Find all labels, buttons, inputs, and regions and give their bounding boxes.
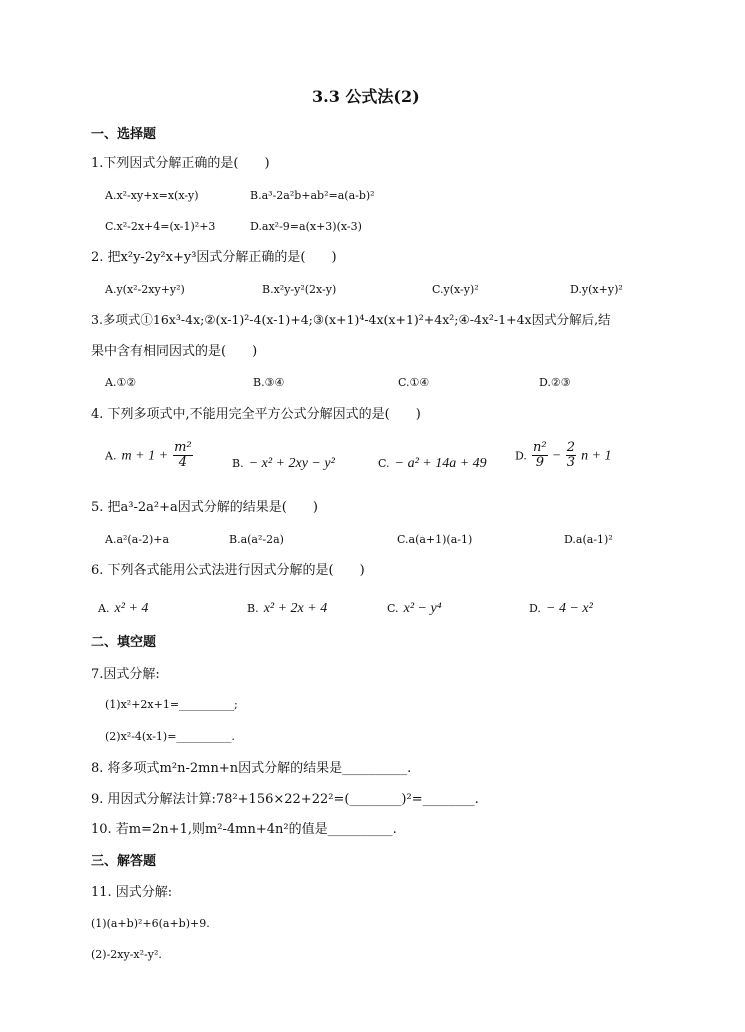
option-label: C.: [387, 602, 399, 615]
question-5-stem: 5. 把a³-2a²+a因式分解的结果是( ): [91, 500, 318, 515]
question-11-stem: 11. 因式分解:: [91, 885, 173, 900]
fraction-numerator: n²: [533, 440, 547, 455]
question-5-option-d: D.a(a-1)²: [564, 533, 613, 546]
question-3-option-b: B.③④: [253, 376, 285, 389]
math-expression: − x² + 2xy − y²: [248, 456, 335, 471]
question-3-option-a: A.①②: [105, 376, 137, 389]
question-6-option-a: [98, 599, 148, 616]
question-7-part-1: (1)x²+2x+1=__________;: [105, 698, 238, 711]
fraction-denominator: 4: [178, 454, 188, 470]
fraction: [532, 441, 548, 469]
question-5-option-a: A.a²(a-2)+a: [105, 533, 170, 546]
question-2-stem: 2. 把x²y-2y²x+y³因式分解正确的是( ): [91, 250, 337, 265]
fraction-numerator: m²: [174, 440, 192, 455]
math-expression: n + 1: [581, 448, 612, 464]
question-2-option-b: B.x²y-y²(2x-y): [262, 283, 337, 296]
option-label: D.: [529, 602, 541, 615]
question-5-option-b: B.a(a²-2a): [229, 533, 284, 546]
fraction: [173, 441, 193, 469]
question-6-option-b: [247, 599, 327, 616]
question-6-option-d: [529, 599, 593, 616]
question-4-option-b: [232, 454, 335, 471]
math-expression: x² + 2x + 4: [263, 601, 328, 616]
question-1-option-b: B.a³-2a²b+ab²=a(a-b)²: [250, 189, 375, 202]
question-6-stem: 6. 下列各式能用公式法进行因式分解的是( ): [91, 563, 365, 578]
question-1-option-a: A.x²-xy+x=x(x-y): [105, 189, 199, 202]
question-7-stem: 7.因式分解:: [91, 667, 160, 682]
question-4-option-d: [515, 441, 612, 469]
question-4-option-c: [378, 454, 487, 471]
question-11-part-2: (2)-2xy-x²-y².: [91, 948, 162, 961]
math-expression: m + 1 +: [121, 448, 169, 464]
question-3-option-d: D.②③: [539, 376, 571, 389]
question-8: 8. 将多项式m²n-2mn+n因式分解的结果是__________.: [91, 761, 412, 776]
page-title: 3.3 公式法(2): [312, 87, 420, 106]
fraction-denominator: 9: [535, 454, 544, 470]
minus-sign: −: [552, 448, 561, 464]
question-5-option-c: C.a(a+1)(a-1): [397, 533, 473, 546]
question-3-stem-line-1: 3.多项式①16x³-4x;②(x-1)²-4(x-1)+4;③(x+1)⁴-4x(x+1)²+4x²;④-4x²-1+4x因式分解后,结: [91, 312, 611, 327]
question-1-stem: 1.下列因式分解正确的是( ): [91, 156, 270, 171]
option-label: B.: [247, 602, 259, 615]
section-heading-fill-in: 二、填空题: [91, 635, 157, 650]
question-2-option-c: C.y(x-y)²: [432, 283, 479, 296]
fraction-denominator: 3: [566, 454, 575, 470]
section-heading-choice: 一、选择题: [91, 127, 157, 142]
math-expression: − a² + 14a + 49: [394, 456, 487, 471]
question-4-stem: 4. 下列多项式中,不能用完全平方公式分解因式的是( ): [91, 407, 421, 422]
question-7-part-2: (2)x²-4(x-1)=__________.: [105, 730, 235, 743]
question-9: 9. 用因式分解法计算:78²+156×22+22²=(________)²=________.: [91, 792, 479, 807]
fraction: [566, 441, 576, 469]
question-2-option-a: A.y(x²-2xy+y²): [105, 283, 185, 296]
question-3-stem-line-2: 果中含有相同因式的是( ): [91, 344, 258, 359]
question-3-option-c: C.①④: [398, 376, 430, 389]
math-expression: x² − y⁴: [403, 601, 442, 616]
question-10: 10. 若m=2n+1,则m²-4mn+4n²的值是__________.: [91, 822, 397, 837]
question-2-option-d: D.y(x+y)²: [570, 283, 623, 296]
question-4-option-a: [105, 441, 193, 469]
question-1-option-c: C.x²-2x+4=(x-1)²+3: [105, 220, 216, 233]
option-label: A.: [105, 449, 117, 463]
fraction-numerator: 2: [566, 440, 575, 455]
option-label: A.: [98, 602, 110, 615]
question-11-part-1: (1)(a+b)²+6(a+b)+9.: [91, 917, 210, 930]
math-expression: − 4 − x²: [546, 601, 593, 616]
option-label: C.: [378, 457, 390, 470]
option-label: B.: [232, 457, 244, 470]
option-label: D.: [515, 449, 527, 463]
math-expression: x² + 4: [114, 601, 149, 616]
section-heading-solve: 三、解答题: [91, 854, 157, 869]
question-1-option-d: D.ax²-9=a(x+3)(x-3): [250, 220, 362, 233]
question-6-option-c: [387, 599, 442, 616]
